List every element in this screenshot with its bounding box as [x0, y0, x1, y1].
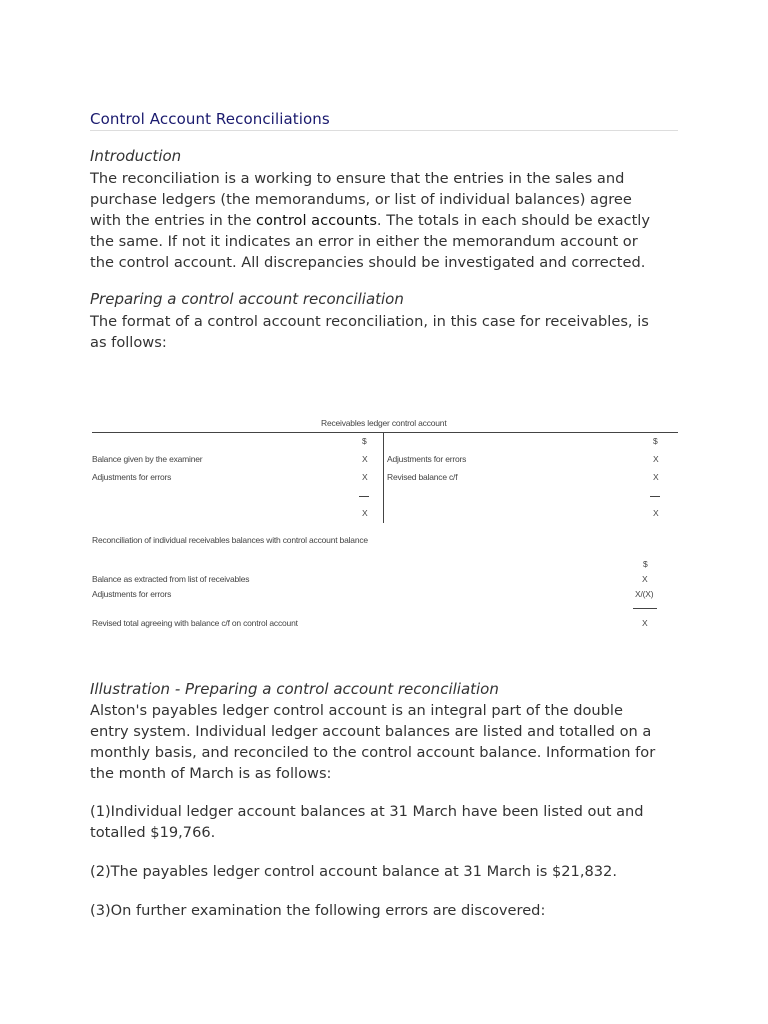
introduction-heading: Introduction	[90, 147, 182, 165]
page-title: Control Account Reconciliations	[90, 110, 330, 128]
text-line: totalled $19,766.	[90, 824, 216, 841]
debit-total-value: X	[362, 508, 368, 518]
debit-row-label: Balance given by the examiner	[92, 454, 203, 464]
t-account-divider	[383, 433, 384, 523]
text-segment: with the entries in the	[90, 212, 256, 229]
subtotal-line	[650, 496, 660, 497]
debit-row-value: X	[362, 472, 368, 482]
subtotal-line	[633, 608, 657, 609]
text-line: the month of March is as follows:	[90, 765, 332, 782]
debit-row-value: X	[362, 454, 368, 464]
reconciliation-title: Reconciliation of individual receivables balances with control account balance	[92, 535, 368, 545]
reconciliation-row-label: Revised total agreeing with balance c/f on control account	[92, 618, 298, 628]
figure-rule	[92, 432, 678, 433]
list-item	[90, 801, 680, 843]
dollar-header-left: $	[362, 436, 367, 446]
credit-total-value: X	[653, 508, 659, 518]
text-line: purchase ledgers (the memorandums, or list of individual balances) agree	[90, 191, 632, 208]
reconciliation-dollar-header: $	[643, 559, 648, 569]
credit-row-label: Revised balance c/f	[387, 472, 458, 482]
reconciliation-row-value: X/(X)	[635, 589, 654, 599]
list-item	[90, 861, 680, 882]
text-line: Alston's payables ledger control account is an integral part of the double	[90, 702, 623, 719]
subtotal-line	[359, 496, 369, 497]
text-line: entry system. Individual ledger account balances are listed and totalled on a	[90, 723, 652, 740]
text-line: monthly basis, and reconciled to the control account balance. Information for	[90, 744, 656, 761]
dollar-header-right: $	[653, 436, 658, 446]
reconciliation-format-figure	[92, 414, 678, 634]
text-line: as follows:	[90, 334, 167, 351]
text-line: the control account. All discrepancies should be investigated and corrected.	[90, 254, 646, 271]
preparing-heading: Preparing a control account reconciliation	[90, 290, 404, 308]
reconciliation-row-value: X	[642, 574, 648, 584]
reconciliation-row-label: Balance as extracted from list of receivables	[92, 574, 250, 584]
text-line: (2)The payables ledger control account balance at 31 March is $21,832.	[90, 863, 617, 880]
illustration-heading: Illustration - Preparing a control account reconciliation	[90, 680, 499, 698]
credit-row-value: X	[653, 454, 659, 464]
title-divider	[90, 130, 678, 131]
figure-title: Receivables ledger control account	[321, 418, 447, 428]
text-line	[90, 210, 680, 231]
control-accounts-link[interactable]: control accounts	[255, 212, 377, 229]
preparing-paragraph	[90, 311, 680, 353]
text-line: The format of a control account reconciliation, in this case for receivables, is	[90, 313, 649, 330]
credit-row-value: X	[653, 472, 659, 482]
reconciliation-row-value: X	[642, 618, 648, 628]
debit-row-label: Adjustments for errors	[92, 472, 172, 482]
credit-row-label: Adjustments for errors	[387, 454, 467, 464]
text-line: The reconciliation is a working to ensure that the entries in the sales and	[90, 170, 625, 187]
text-line: the same. If not it indicates an error in either the memorandum account or	[90, 233, 638, 250]
list-item	[90, 900, 680, 921]
text-line: (3)On further examination the following errors are discovered:	[90, 902, 546, 919]
text-segment: . The totals in each should be exactly	[376, 212, 650, 229]
text-line: (1)Individual ledger account balances at 31 March have been listed out and	[90, 803, 644, 820]
introduction-paragraph	[90, 168, 680, 273]
reconciliation-row-label: Adjustments for errors	[92, 589, 172, 599]
illustration-paragraph	[90, 700, 680, 784]
